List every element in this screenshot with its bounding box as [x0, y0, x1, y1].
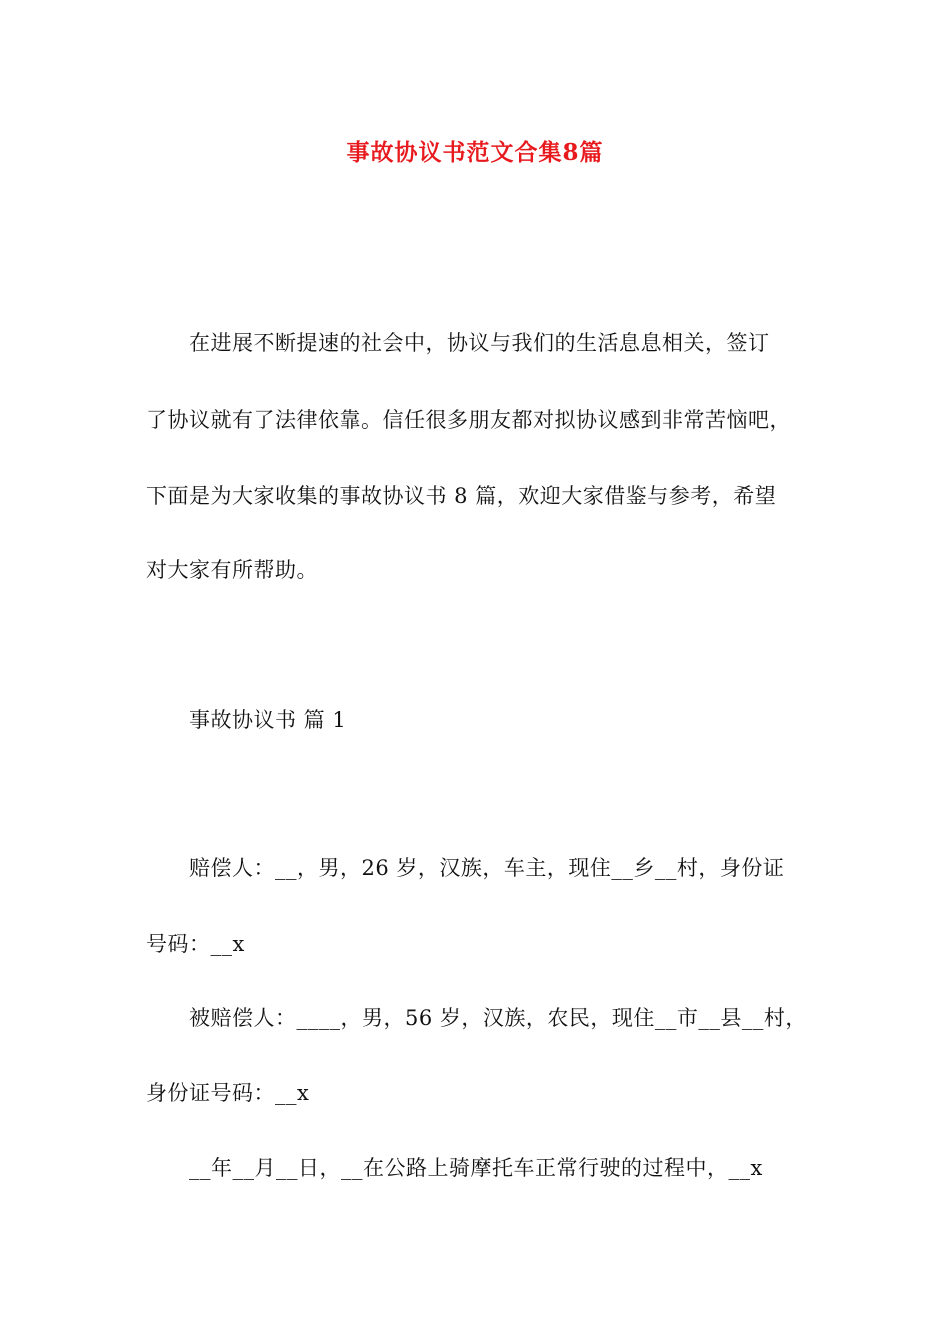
document-title: 事故协议书范文合集8篇 — [346, 139, 604, 166]
payer-line-1: 赔偿人：__，男，26 岁，汉族，车主，现住__乡__村，身份证 — [189, 856, 785, 880]
payee-line-1: 被赔偿人：____，男，56 岁，汉族，农民，现住__市__县__村， — [189, 1006, 807, 1030]
section-heading: 事故协议书 篇 1 — [189, 708, 347, 732]
incident-line-1: __年__月__日，__在公路上骑摩托车正常行驶的过程中，__x — [189, 1156, 763, 1180]
intro-line-1: 在进展不断提速的社会中，协议与我们的生活息息相关，签订 — [189, 331, 770, 355]
payee-line-2: 身份证号码：__x — [146, 1081, 310, 1105]
intro-line-4: 对大家有所帮助。 — [146, 558, 318, 582]
payer-line-2: 号码：__x — [146, 932, 245, 956]
intro-line-3: 下面是为大家收集的事故协议书 8 篇，欢迎大家借鉴与参考，希望 — [146, 484, 777, 508]
intro-line-2: 了协议就有了法律依靠。信任很多朋友都对拟协议感到非常苦恼吧， — [146, 408, 791, 432]
